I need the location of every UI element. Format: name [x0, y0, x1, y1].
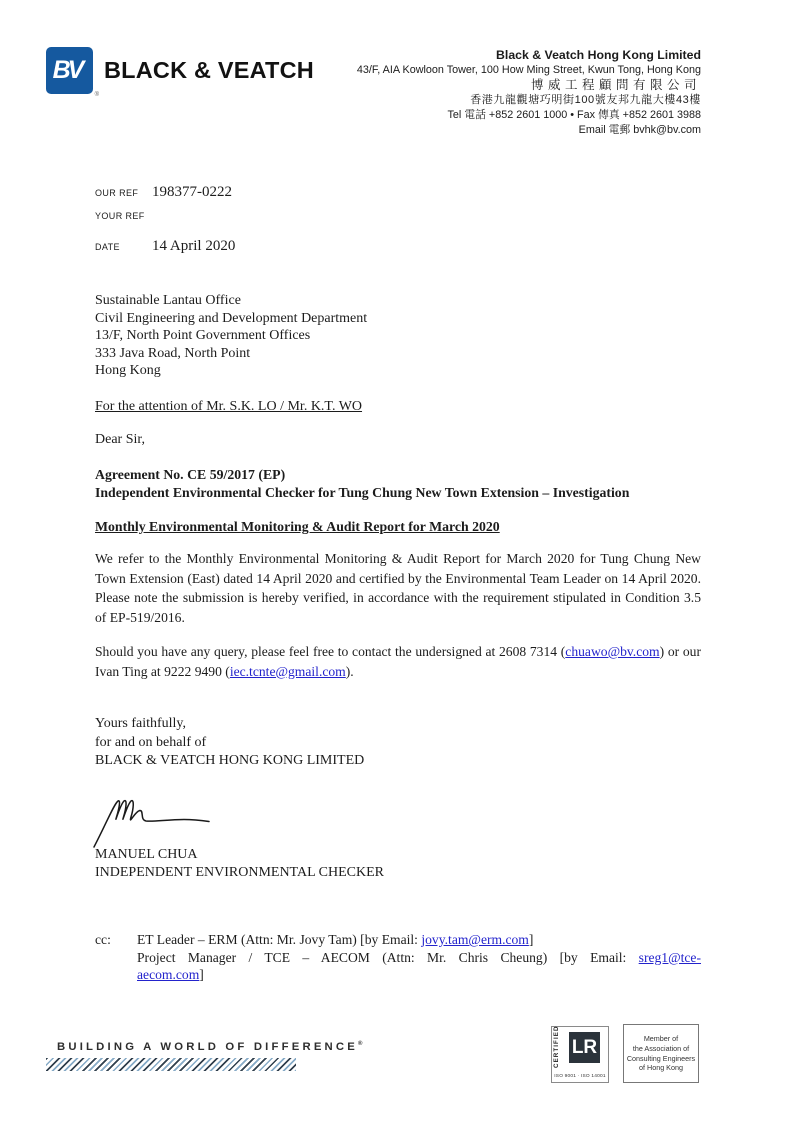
cc-entries — [137, 931, 701, 984]
subject-line-2: Independent Environmental Checker for Tung Chung New Town Extension – Investigation — [95, 484, 630, 500]
cc-entry-2-text: Project Manager / TCE – AECOM (Attn: Mr. Chris Cheung) [by Email: — [137, 949, 639, 965]
company-wordmark: BLACK & VEATCH — [104, 57, 314, 83]
company-logo — [46, 47, 314, 98]
tagline-hatch-graphic — [46, 1058, 296, 1071]
date-value: 14 April 2020 — [152, 238, 236, 254]
sreg1-email-link-part1[interactable]: sreg1@tce- — [638, 949, 701, 965]
ace-line: Member of — [643, 1033, 679, 1043]
letterhead-company-name: Black & Veatch Hong Kong Limited — [496, 48, 701, 62]
our-ref-row — [95, 184, 235, 211]
cc-label: cc: — [95, 932, 111, 947]
subject-line-1: Agreement No. CE 59/2017 (EP) — [95, 467, 286, 482]
closing-line-3: BLACK & VEATCH HONG KONG LIMITED — [95, 753, 365, 769]
body-paragraph-1: We refer to the Monthly Environmental Monitoring & Audit Report for March 2020 for Tung Chung New Town Extension (East) dated 14 April 2020 and certified by the Environmental Team Leader on 14 April 2020. Please note the submission is hereby verified, in accordance with the requirement stipulated in Condition 3.5 of EP-519/2016. — [95, 551, 701, 625]
sreg1-email-link-part2[interactable]: aecom.com — [137, 967, 200, 982]
bv-logo-letters: BV — [52, 56, 82, 84]
our-ref-value: 198377-0222 — [152, 184, 232, 200]
paragraph-2-text: ). — [345, 663, 354, 679]
lr-iso-label: ISO 9001 · ISO 14001 — [554, 1074, 606, 1079]
your-ref-label: YOUR REF — [95, 211, 145, 221]
bv-logo-icon — [46, 47, 99, 98]
your-ref-row — [95, 211, 235, 238]
recipient-address — [95, 292, 367, 380]
signer-title: INDEPENDENT ENVIRONMENTAL CHECKER — [95, 864, 384, 880]
cc-entry-1-text: ET Leader – ERM (Attn: Mr. Jovy Tam) [by Email: — [137, 932, 422, 947]
jovy-tam-email-link[interactable]: jovy.tam@erm.com — [421, 932, 529, 947]
attention-line: For the attention of Mr. S.K. LO / Mr. K.T. WO — [95, 399, 363, 414]
subject-block — [95, 466, 629, 501]
ace-line: the Association of — [632, 1043, 690, 1053]
lr-certified-label: CERTIFIED — [553, 1025, 560, 1068]
ace-line: of Hong Kong — [639, 1063, 683, 1073]
letterhead-contact-block — [357, 48, 701, 138]
letterhead-email: Email 電郵 bvhk@bv.com — [578, 124, 701, 136]
tagline-registered-mark: ® — [358, 1041, 363, 1048]
recipient-line: Hong Kong — [95, 363, 161, 378]
paragraph-2-text: ) or our Ivan Ting at 9222 9490 ( — [95, 644, 701, 679]
our-ref-label: OUR REF — [95, 188, 139, 198]
recipient-line: 333 Java Road, North Point — [95, 345, 251, 361]
registered-trademark-icon: ® — [94, 92, 99, 98]
closing-line-1: Yours faithfully, — [95, 716, 187, 731]
subject-line-3: Monthly Environmental Monitoring & Audit Report for March 2020 — [95, 519, 500, 534]
date-label: DATE — [95, 242, 120, 252]
signer-name: MANUEL CHUA — [95, 847, 198, 862]
chuawo-email-link[interactable]: chuawo@bv.com — [565, 644, 660, 659]
cc-block — [95, 931, 701, 984]
letterhead-address-zh: 香港九龍觀塘巧明街100號友邦九龍大樓43樓 — [470, 94, 701, 106]
paragraph-2-text: Should you have any query, please feel free to contact the undersigned at 2608 7314 ( — [95, 644, 566, 659]
iec-tcnte-email-link[interactable]: iec.tcnte@gmail.com — [229, 663, 346, 679]
cc-entry-2-line-1 — [137, 949, 701, 967]
letterhead-address-en: 43/F, AIA Kowloon Tower, 100 How Ming Street, Kwun Tong, Hong Kong — [356, 64, 701, 76]
recipient-line: 13/F, North Point Government Offices — [95, 328, 311, 343]
recipient-line: Sustainable Lantau Office — [95, 293, 241, 308]
tagline-text: BUILDING A WORLD OF DIFFERENCE — [57, 1041, 359, 1053]
cc-entry-2-line-2 — [137, 966, 701, 984]
letterhead-company-name-zh: 博威工程顧問有限公司 — [530, 78, 701, 92]
salutation: Dear Sir, — [95, 432, 145, 447]
cc-entry-1 — [137, 931, 701, 949]
closing-line-2: for and on behalf of — [95, 734, 207, 750]
signature-scrawl-icon — [92, 797, 217, 849]
ace-line: Consulting Engineers — [626, 1053, 696, 1063]
reference-block — [95, 184, 235, 265]
letterhead-tel-fax: Tel 電話 +852 2601 1000 • Fax 傳真 +852 2601 3988 — [447, 109, 701, 121]
signer-block — [95, 846, 384, 881]
date-row — [95, 238, 235, 265]
lr-logo-icon: LR — [569, 1032, 600, 1063]
recipient-line: Civil Engineering and Development Department — [95, 310, 368, 326]
cc-entry-1-bracket: ] — [528, 932, 534, 947]
body-paragraph-2 — [95, 642, 701, 681]
ace-membership-badge — [623, 1024, 699, 1083]
lr-certification-mark — [551, 1026, 609, 1083]
cc-entry-2-bracket: ] — [199, 967, 204, 982]
closing-block — [95, 715, 364, 771]
tagline — [57, 1041, 362, 1053]
